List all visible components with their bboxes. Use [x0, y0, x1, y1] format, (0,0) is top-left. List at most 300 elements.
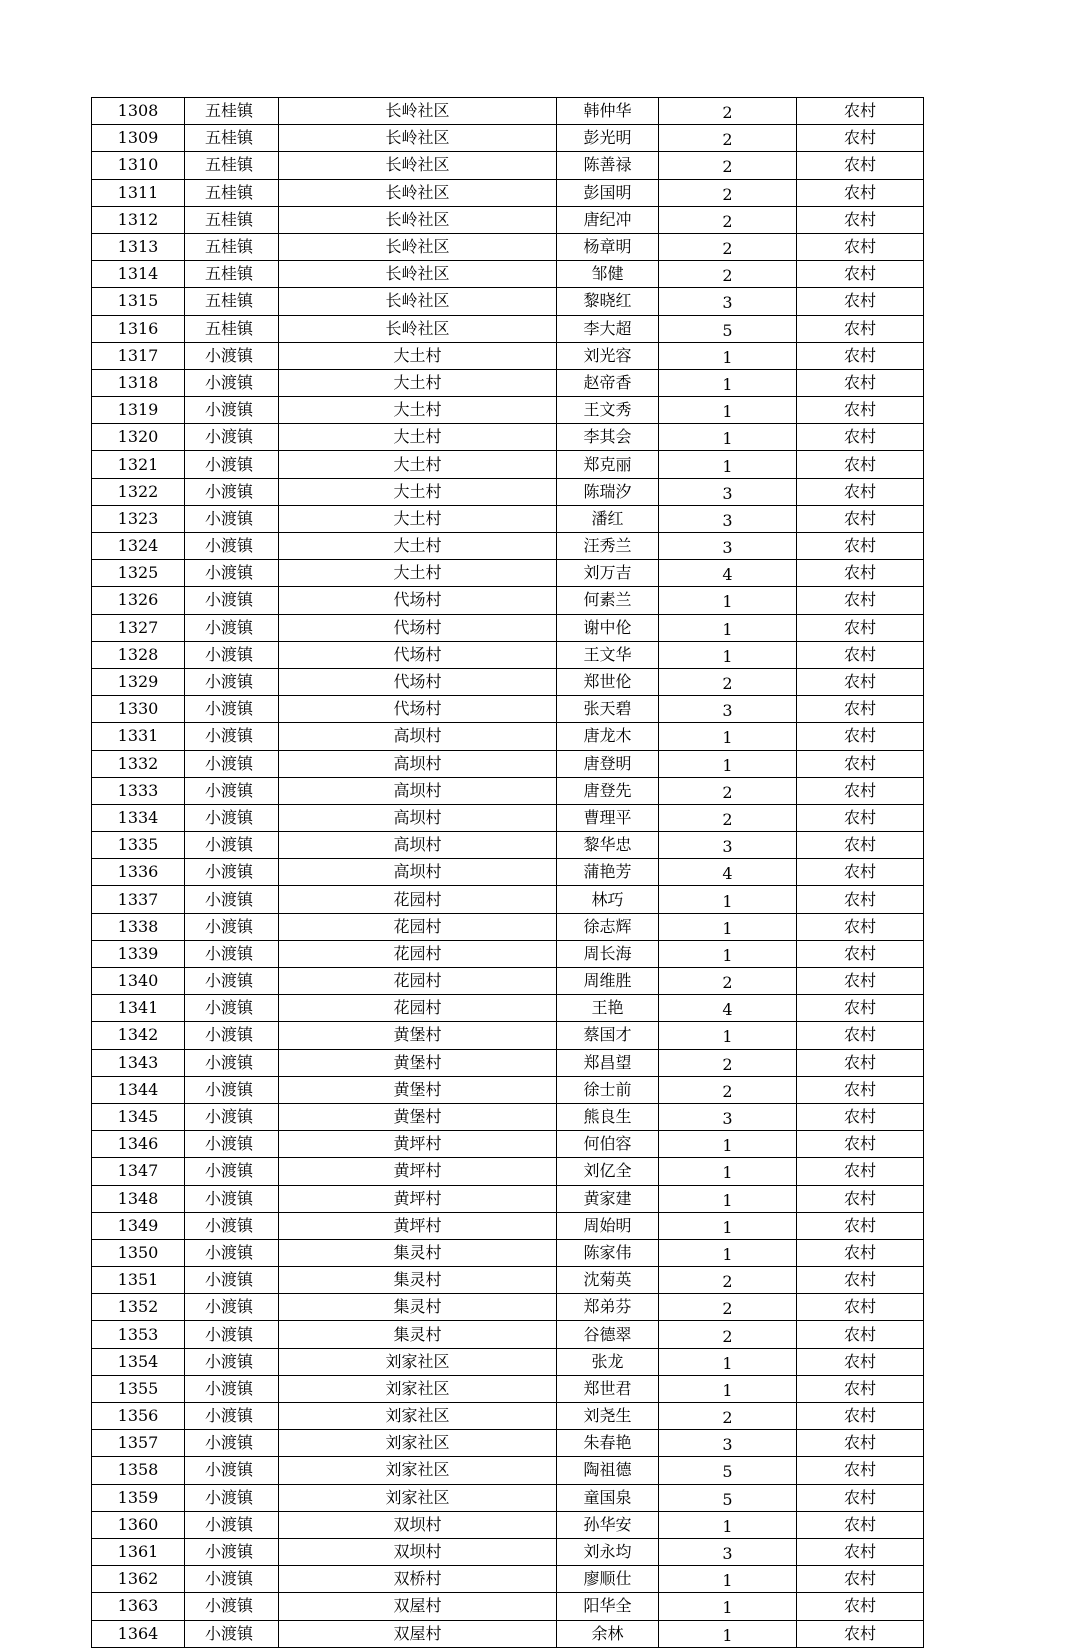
village-cell: 大土村 — [279, 424, 557, 451]
village-cell: 长岭社区 — [279, 125, 557, 152]
table-row — [92, 179, 924, 206]
table-row — [92, 1620, 924, 1647]
table-row — [92, 587, 924, 614]
count-cell: 2 — [659, 1076, 797, 1103]
category-cell: 农村 — [797, 1131, 924, 1158]
town-cell: 小渡镇 — [185, 1620, 279, 1647]
row-number-cell: 1324 — [92, 533, 185, 560]
table-row — [92, 641, 924, 668]
name-cell: 潘红 — [557, 505, 659, 532]
row-number-cell: 1360 — [92, 1511, 185, 1538]
count-cell: 3 — [659, 533, 797, 560]
town-cell: 小渡镇 — [185, 424, 279, 451]
town-cell: 小渡镇 — [185, 1103, 279, 1130]
name-cell: 唐龙木 — [557, 723, 659, 750]
count-cell: 1 — [659, 641, 797, 668]
row-number-cell: 1337 — [92, 886, 185, 913]
category-cell: 农村 — [797, 1348, 924, 1375]
town-cell: 小渡镇 — [185, 968, 279, 995]
category-cell: 农村 — [797, 1321, 924, 1348]
village-cell: 大土村 — [279, 369, 557, 396]
table-row — [92, 1375, 924, 1402]
table-row — [92, 1294, 924, 1321]
table-row — [92, 369, 924, 396]
village-cell: 长岭社区 — [279, 98, 557, 125]
name-cell: 邹健 — [557, 261, 659, 288]
count-cell: 1 — [659, 750, 797, 777]
category-cell: 农村 — [797, 723, 924, 750]
name-cell: 沈菊英 — [557, 1267, 659, 1294]
village-cell: 高坝村 — [279, 859, 557, 886]
village-cell: 刘家社区 — [279, 1457, 557, 1484]
table-row — [92, 1321, 924, 1348]
name-cell: 唐登明 — [557, 750, 659, 777]
name-cell: 陈家伟 — [557, 1239, 659, 1266]
town-cell: 五桂镇 — [185, 261, 279, 288]
name-cell: 赵帝香 — [557, 369, 659, 396]
row-number-cell: 1312 — [92, 206, 185, 233]
category-cell: 农村 — [797, 804, 924, 831]
town-cell: 小渡镇 — [185, 1239, 279, 1266]
town-cell: 小渡镇 — [185, 723, 279, 750]
category-cell: 农村 — [797, 451, 924, 478]
category-cell: 农村 — [797, 233, 924, 260]
row-number-cell: 1340 — [92, 968, 185, 995]
category-cell: 农村 — [797, 1022, 924, 1049]
name-cell: 谷德翠 — [557, 1321, 659, 1348]
town-cell: 小渡镇 — [185, 397, 279, 424]
table-row — [92, 777, 924, 804]
row-number-cell: 1335 — [92, 832, 185, 859]
village-cell: 大土村 — [279, 560, 557, 587]
row-number-cell: 1338 — [92, 913, 185, 940]
row-number-cell: 1309 — [92, 125, 185, 152]
category-cell: 农村 — [797, 1185, 924, 1212]
town-cell: 小渡镇 — [185, 940, 279, 967]
row-number-cell: 1323 — [92, 505, 185, 532]
category-cell: 农村 — [797, 1239, 924, 1266]
row-number-cell: 1350 — [92, 1239, 185, 1266]
name-cell: 童国泉 — [557, 1484, 659, 1511]
town-cell: 小渡镇 — [185, 505, 279, 532]
town-cell: 小渡镇 — [185, 696, 279, 723]
count-cell: 3 — [659, 478, 797, 505]
table-row — [92, 315, 924, 342]
name-cell: 徐志辉 — [557, 913, 659, 940]
count-cell: 1 — [659, 913, 797, 940]
name-cell: 林巧 — [557, 886, 659, 913]
name-cell: 刘万吉 — [557, 560, 659, 587]
village-cell: 代场村 — [279, 696, 557, 723]
row-number-cell: 1321 — [92, 451, 185, 478]
village-cell: 高坝村 — [279, 804, 557, 831]
table-row — [92, 995, 924, 1022]
category-cell: 农村 — [797, 98, 924, 125]
count-cell: 3 — [659, 288, 797, 315]
town-cell: 小渡镇 — [185, 1375, 279, 1402]
row-number-cell: 1352 — [92, 1294, 185, 1321]
name-cell: 陈善禄 — [557, 152, 659, 179]
data-table — [91, 97, 924, 1648]
category-cell: 农村 — [797, 560, 924, 587]
count-cell: 2 — [659, 125, 797, 152]
category-cell: 农村 — [797, 1212, 924, 1239]
village-cell: 长岭社区 — [279, 315, 557, 342]
row-number-cell: 1344 — [92, 1076, 185, 1103]
row-number-cell: 1314 — [92, 261, 185, 288]
category-cell: 农村 — [797, 1511, 924, 1538]
category-cell: 农村 — [797, 1267, 924, 1294]
category-cell: 农村 — [797, 505, 924, 532]
table-row — [92, 1022, 924, 1049]
category-cell: 农村 — [797, 614, 924, 641]
row-number-cell: 1331 — [92, 723, 185, 750]
name-cell: 黄家建 — [557, 1185, 659, 1212]
table-row — [92, 424, 924, 451]
village-cell: 刘家社区 — [279, 1375, 557, 1402]
count-cell: 4 — [659, 560, 797, 587]
village-cell: 长岭社区 — [279, 152, 557, 179]
name-cell: 王艳 — [557, 995, 659, 1022]
village-cell: 刘家社区 — [279, 1348, 557, 1375]
village-cell: 大土村 — [279, 533, 557, 560]
village-cell: 刘家社区 — [279, 1430, 557, 1457]
town-cell: 小渡镇 — [185, 1457, 279, 1484]
category-cell: 农村 — [797, 1076, 924, 1103]
name-cell: 郑克丽 — [557, 451, 659, 478]
table-row — [92, 668, 924, 695]
town-cell: 小渡镇 — [185, 533, 279, 560]
row-number-cell: 1345 — [92, 1103, 185, 1130]
village-cell: 长岭社区 — [279, 233, 557, 260]
count-cell: 5 — [659, 315, 797, 342]
count-cell: 4 — [659, 859, 797, 886]
town-cell: 小渡镇 — [185, 913, 279, 940]
table-row — [92, 832, 924, 859]
count-cell: 1 — [659, 614, 797, 641]
count-cell: 1 — [659, 424, 797, 451]
town-cell: 小渡镇 — [185, 1430, 279, 1457]
name-cell: 张龙 — [557, 1348, 659, 1375]
name-cell: 孙华安 — [557, 1511, 659, 1538]
village-cell: 双坝村 — [279, 1538, 557, 1565]
name-cell: 刘尧生 — [557, 1403, 659, 1430]
town-cell: 小渡镇 — [185, 1131, 279, 1158]
village-cell: 集灵村 — [279, 1239, 557, 1266]
count-cell: 2 — [659, 1049, 797, 1076]
table-row — [92, 397, 924, 424]
table-row — [92, 1457, 924, 1484]
town-cell: 小渡镇 — [185, 1321, 279, 1348]
row-number-cell: 1361 — [92, 1538, 185, 1565]
row-number-cell: 1359 — [92, 1484, 185, 1511]
category-cell: 农村 — [797, 315, 924, 342]
village-cell: 双屋村 — [279, 1593, 557, 1620]
name-cell: 朱春艳 — [557, 1430, 659, 1457]
row-number-cell: 1318 — [92, 369, 185, 396]
name-cell: 陶祖德 — [557, 1457, 659, 1484]
category-cell: 农村 — [797, 750, 924, 777]
name-cell: 廖顺仕 — [557, 1566, 659, 1593]
count-cell: 1 — [659, 587, 797, 614]
row-number-cell: 1341 — [92, 995, 185, 1022]
category-cell: 农村 — [797, 696, 924, 723]
table-body — [92, 98, 924, 1648]
count-cell: 1 — [659, 1375, 797, 1402]
name-cell: 徐士前 — [557, 1076, 659, 1103]
category-cell: 农村 — [797, 886, 924, 913]
village-cell: 花园村 — [279, 968, 557, 995]
category-cell: 农村 — [797, 1566, 924, 1593]
category-cell: 农村 — [797, 1103, 924, 1130]
table-row — [92, 1185, 924, 1212]
village-cell: 高坝村 — [279, 777, 557, 804]
village-cell: 大土村 — [279, 478, 557, 505]
category-cell: 农村 — [797, 478, 924, 505]
category-cell: 农村 — [797, 1538, 924, 1565]
table-row — [92, 152, 924, 179]
count-cell: 2 — [659, 968, 797, 995]
count-cell: 2 — [659, 1321, 797, 1348]
name-cell: 蒲艳芳 — [557, 859, 659, 886]
town-cell: 小渡镇 — [185, 369, 279, 396]
name-cell: 彭光明 — [557, 125, 659, 152]
count-cell: 1 — [659, 1511, 797, 1538]
row-number-cell: 1353 — [92, 1321, 185, 1348]
row-number-cell: 1346 — [92, 1131, 185, 1158]
town-cell: 小渡镇 — [185, 560, 279, 587]
village-cell: 黄堡村 — [279, 1076, 557, 1103]
category-cell: 农村 — [797, 1620, 924, 1647]
row-number-cell: 1362 — [92, 1566, 185, 1593]
row-number-cell: 1363 — [92, 1593, 185, 1620]
row-number-cell: 1311 — [92, 179, 185, 206]
category-cell: 农村 — [797, 668, 924, 695]
name-cell: 郑昌望 — [557, 1049, 659, 1076]
town-cell: 小渡镇 — [185, 587, 279, 614]
village-cell: 黄堡村 — [279, 1049, 557, 1076]
town-cell: 小渡镇 — [185, 641, 279, 668]
village-cell: 集灵村 — [279, 1267, 557, 1294]
name-cell: 阳华全 — [557, 1593, 659, 1620]
table-row — [92, 1430, 924, 1457]
table-row — [92, 1239, 924, 1266]
town-cell: 小渡镇 — [185, 1212, 279, 1239]
table-row — [92, 233, 924, 260]
category-cell: 农村 — [797, 1049, 924, 1076]
category-cell: 农村 — [797, 859, 924, 886]
count-cell: 3 — [659, 1103, 797, 1130]
row-number-cell: 1354 — [92, 1348, 185, 1375]
row-number-cell: 1342 — [92, 1022, 185, 1049]
count-cell: 2 — [659, 1294, 797, 1321]
table-row — [92, 125, 924, 152]
town-cell: 小渡镇 — [185, 804, 279, 831]
village-cell: 长岭社区 — [279, 206, 557, 233]
table-row — [92, 288, 924, 315]
town-cell: 五桂镇 — [185, 315, 279, 342]
count-cell: 1 — [659, 940, 797, 967]
town-cell: 五桂镇 — [185, 179, 279, 206]
village-cell: 大土村 — [279, 342, 557, 369]
category-cell: 农村 — [797, 369, 924, 396]
count-cell: 1 — [659, 1131, 797, 1158]
table-row — [92, 478, 924, 505]
village-cell: 双坝村 — [279, 1511, 557, 1538]
village-cell: 大土村 — [279, 397, 557, 424]
table-row — [92, 886, 924, 913]
town-cell: 小渡镇 — [185, 859, 279, 886]
category-cell: 农村 — [797, 288, 924, 315]
category-cell: 农村 — [797, 913, 924, 940]
category-cell: 农村 — [797, 1403, 924, 1430]
row-number-cell: 1347 — [92, 1158, 185, 1185]
village-cell: 花园村 — [279, 913, 557, 940]
table-row — [92, 1538, 924, 1565]
category-cell: 农村 — [797, 342, 924, 369]
name-cell: 何伯容 — [557, 1131, 659, 1158]
village-cell: 长岭社区 — [279, 288, 557, 315]
row-number-cell: 1319 — [92, 397, 185, 424]
count-cell: 1 — [659, 1566, 797, 1593]
name-cell: 曹理平 — [557, 804, 659, 831]
town-cell: 小渡镇 — [185, 342, 279, 369]
table-row — [92, 342, 924, 369]
village-cell: 花园村 — [279, 940, 557, 967]
count-cell: 2 — [659, 777, 797, 804]
count-cell: 1 — [659, 1185, 797, 1212]
village-cell: 代场村 — [279, 614, 557, 641]
row-number-cell: 1357 — [92, 1430, 185, 1457]
count-cell: 1 — [659, 1239, 797, 1266]
row-number-cell: 1364 — [92, 1620, 185, 1647]
name-cell: 黎华忠 — [557, 832, 659, 859]
town-cell: 小渡镇 — [185, 995, 279, 1022]
village-cell: 刘家社区 — [279, 1403, 557, 1430]
category-cell: 农村 — [797, 1294, 924, 1321]
town-cell: 小渡镇 — [185, 451, 279, 478]
row-number-cell: 1310 — [92, 152, 185, 179]
village-cell: 高坝村 — [279, 750, 557, 777]
name-cell: 郑弟芬 — [557, 1294, 659, 1321]
category-cell: 农村 — [797, 1457, 924, 1484]
table-row — [92, 1158, 924, 1185]
row-number-cell: 1328 — [92, 641, 185, 668]
count-cell: 1 — [659, 1348, 797, 1375]
village-cell: 花园村 — [279, 886, 557, 913]
village-cell: 刘家社区 — [279, 1484, 557, 1511]
name-cell: 张天碧 — [557, 696, 659, 723]
count-cell: 1 — [659, 723, 797, 750]
name-cell: 刘亿全 — [557, 1158, 659, 1185]
name-cell: 韩仲华 — [557, 98, 659, 125]
row-number-cell: 1316 — [92, 315, 185, 342]
name-cell: 郑世君 — [557, 1375, 659, 1402]
name-cell: 唐纪冲 — [557, 206, 659, 233]
row-number-cell: 1333 — [92, 777, 185, 804]
row-number-cell: 1327 — [92, 614, 185, 641]
count-cell: 2 — [659, 206, 797, 233]
table-row — [92, 1566, 924, 1593]
table-row — [92, 1593, 924, 1620]
name-cell: 周维胜 — [557, 968, 659, 995]
row-number-cell: 1329 — [92, 668, 185, 695]
town-cell: 五桂镇 — [185, 233, 279, 260]
village-cell: 双桥村 — [279, 1566, 557, 1593]
row-number-cell: 1326 — [92, 587, 185, 614]
name-cell: 蔡国才 — [557, 1022, 659, 1049]
count-cell: 3 — [659, 1538, 797, 1565]
village-cell: 高坝村 — [279, 723, 557, 750]
town-cell: 小渡镇 — [185, 1158, 279, 1185]
village-cell: 花园村 — [279, 995, 557, 1022]
name-cell: 王文华 — [557, 641, 659, 668]
row-number-cell: 1322 — [92, 478, 185, 505]
town-cell: 小渡镇 — [185, 1348, 279, 1375]
row-number-cell: 1315 — [92, 288, 185, 315]
village-cell: 黄坪村 — [279, 1131, 557, 1158]
name-cell: 李其会 — [557, 424, 659, 451]
row-number-cell: 1330 — [92, 696, 185, 723]
row-number-cell: 1355 — [92, 1375, 185, 1402]
count-cell: 1 — [659, 1593, 797, 1620]
name-cell: 余林 — [557, 1620, 659, 1647]
name-cell: 熊良生 — [557, 1103, 659, 1130]
table-row — [92, 940, 924, 967]
name-cell: 杨章明 — [557, 233, 659, 260]
count-cell: 3 — [659, 696, 797, 723]
category-cell: 农村 — [797, 533, 924, 560]
village-cell: 长岭社区 — [279, 179, 557, 206]
table-row — [92, 1484, 924, 1511]
name-cell: 谢中伦 — [557, 614, 659, 641]
table-row — [92, 1076, 924, 1103]
village-cell: 黄堡村 — [279, 1103, 557, 1130]
village-cell: 长岭社区 — [279, 261, 557, 288]
table-row — [92, 1511, 924, 1538]
category-cell: 农村 — [797, 832, 924, 859]
name-cell: 李大超 — [557, 315, 659, 342]
village-cell: 黄坪村 — [279, 1158, 557, 1185]
village-cell: 高坝村 — [279, 832, 557, 859]
category-cell: 农村 — [797, 1593, 924, 1620]
count-cell: 1 — [659, 1158, 797, 1185]
town-cell: 小渡镇 — [185, 1593, 279, 1620]
count-cell: 1 — [659, 1620, 797, 1647]
count-cell: 2 — [659, 152, 797, 179]
count-cell: 2 — [659, 668, 797, 695]
count-cell: 4 — [659, 995, 797, 1022]
village-cell: 黄坪村 — [279, 1212, 557, 1239]
town-cell: 五桂镇 — [185, 206, 279, 233]
table-row — [92, 804, 924, 831]
name-cell: 何素兰 — [557, 587, 659, 614]
table-row — [92, 1049, 924, 1076]
village-cell: 双屋村 — [279, 1620, 557, 1647]
town-cell: 小渡镇 — [185, 777, 279, 804]
category-cell: 农村 — [797, 1375, 924, 1402]
count-cell: 2 — [659, 1267, 797, 1294]
name-cell: 汪秀兰 — [557, 533, 659, 560]
row-number-cell: 1358 — [92, 1457, 185, 1484]
name-cell: 刘永均 — [557, 1538, 659, 1565]
table-row — [92, 1403, 924, 1430]
town-cell: 小渡镇 — [185, 478, 279, 505]
table-row — [92, 1131, 924, 1158]
category-cell: 农村 — [797, 397, 924, 424]
count-cell: 1 — [659, 1022, 797, 1049]
town-cell: 小渡镇 — [185, 1049, 279, 1076]
